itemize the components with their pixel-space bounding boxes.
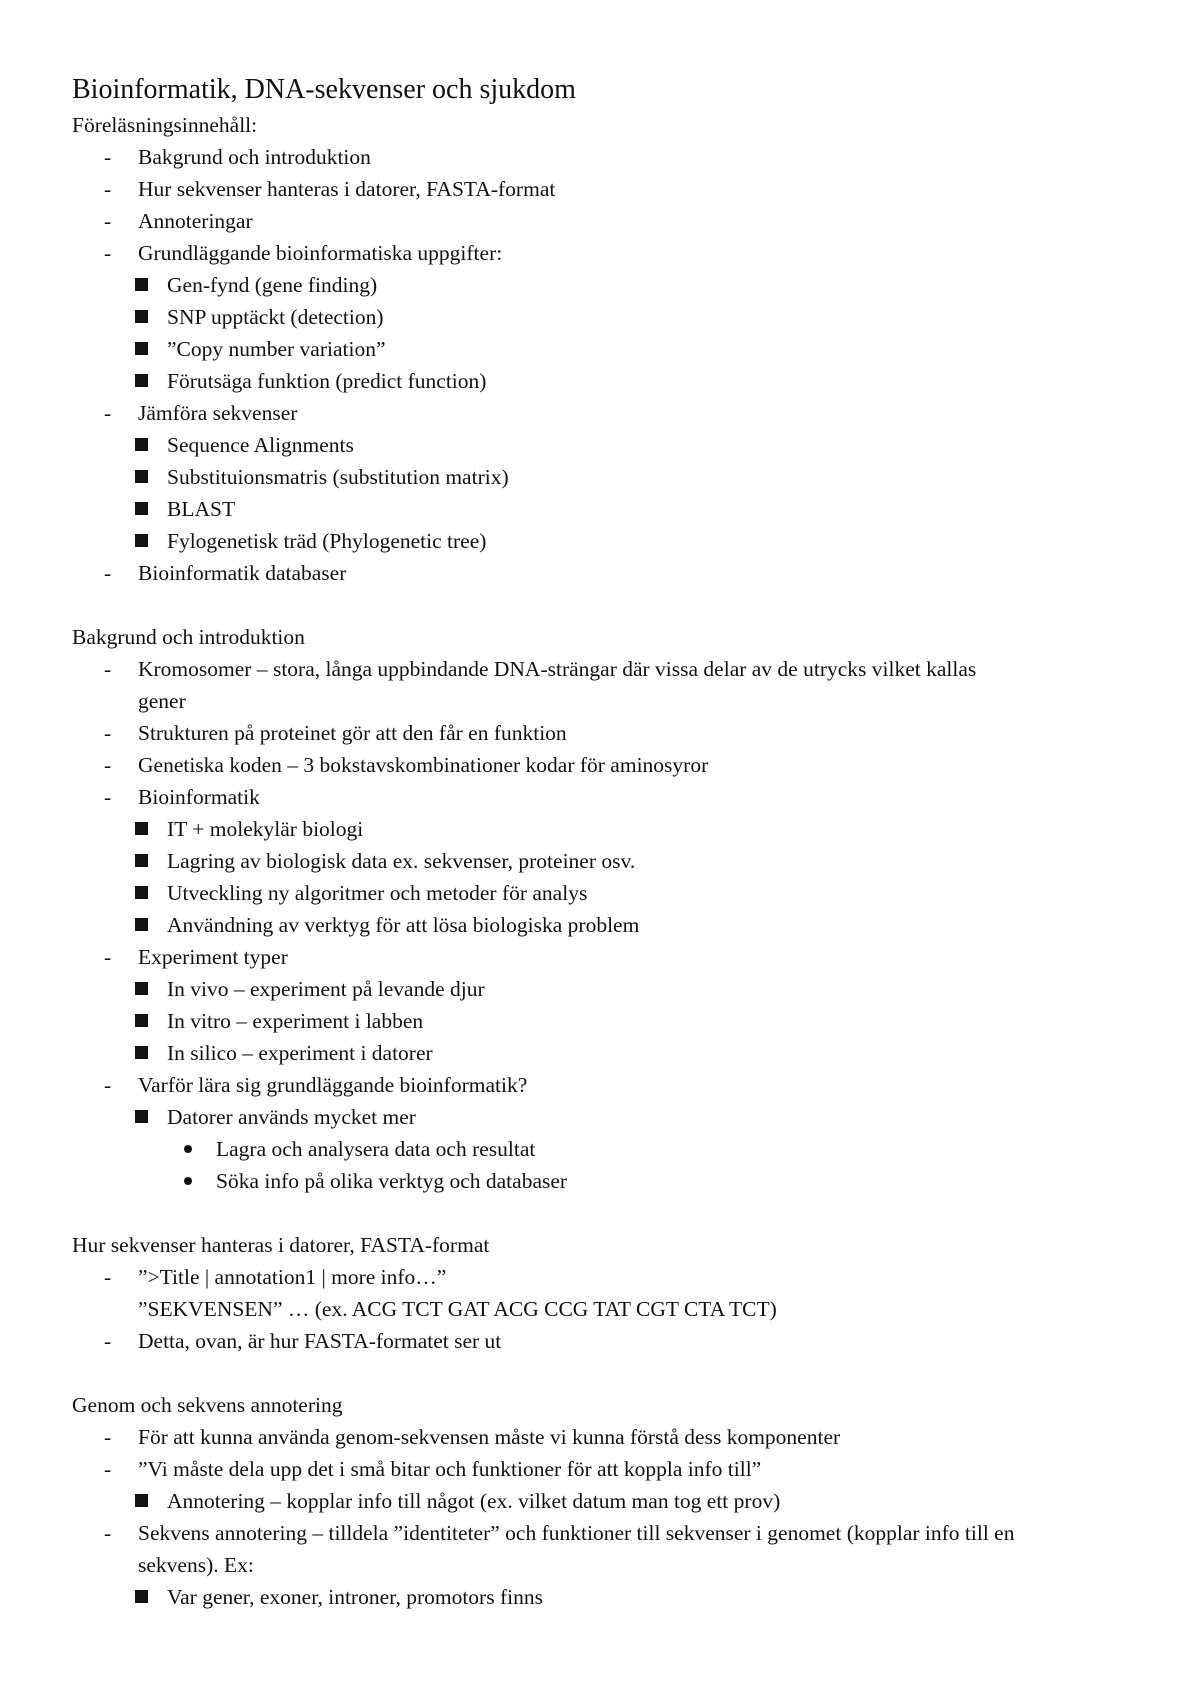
dash-bullet: -: [104, 1425, 112, 1449]
square-bullet-icon: [135, 918, 148, 931]
list-item: - Sekvens annotering – tilldela ”identiteter” och funktioner till sekvenser i genomet (kopplar info till en: [72, 1517, 1132, 1549]
document-title: Bioinformatik, DNA-sekvenser och sjukdom: [72, 74, 576, 105]
section-heading: Genom och sekvens annotering: [72, 1393, 343, 1417]
list-item: - Genetiska koden – 3 bokstavskombinationer kodar för aminosyror: [72, 749, 1132, 781]
sub-list-item: Datorer används mycket mer: [72, 1101, 1132, 1133]
square-bullet-icon: [135, 1110, 148, 1123]
sub-list-item: Förutsäga funktion (predict function): [72, 365, 1132, 397]
dash-bullet: -: [104, 753, 112, 777]
list-item: - Detta, ovan, är hur FASTA-formatet ser ut: [72, 1325, 1132, 1357]
sub-list-item: Var gener, exoner, introner, promotors finns: [72, 1581, 1132, 1613]
dash-bullet: -: [104, 785, 112, 809]
bullet-list: [72, 1421, 1132, 1613]
list-item: - Hur sekvenser hanteras i datorer, FASTA-format: [72, 173, 1132, 205]
dash-bullet: -: [104, 1521, 112, 1545]
bullet-list: [72, 141, 1132, 589]
square-bullet-icon: [135, 502, 148, 515]
list-item: - Jämföra sekvenser: [72, 397, 1132, 429]
sub-list-item: Fylogenetisk träd (Phylogenetic tree): [72, 525, 1132, 557]
sub-sub-list-item: Lagra och analysera data och resultat: [72, 1133, 1132, 1165]
sub-list-item: IT + molekylär biologi: [72, 813, 1132, 845]
list-item: - Bioinformatik: [72, 781, 1132, 813]
dash-bullet: -: [104, 177, 112, 201]
list-item: - Bakgrund och introduktion: [72, 141, 1132, 173]
sub-sub-list-item: Söka info på olika verktyg och databaser: [72, 1165, 1132, 1197]
sub-list-item: SNP upptäckt (detection): [72, 301, 1132, 333]
dash-bullet: -: [104, 145, 112, 169]
square-bullet-icon: [135, 1590, 148, 1603]
square-bullet-icon: [135, 886, 148, 899]
round-bullet-icon: [184, 1145, 192, 1153]
sub-list-item: Substituionsmatris (substitution matrix): [72, 461, 1132, 493]
square-bullet-icon: [135, 278, 148, 291]
square-bullet-icon: [135, 342, 148, 355]
section-heading: Bakgrund och introduktion: [72, 625, 305, 649]
dash-bullet: -: [104, 241, 112, 265]
section-background: [72, 621, 1132, 1197]
sub-list-item: In vitro – experiment i labben: [72, 1005, 1132, 1037]
list-item: - För att kunna använda genom-sekvensen måste vi kunna förstå dess komponenter: [72, 1421, 1132, 1453]
square-bullet-icon: [135, 982, 148, 995]
section-fasta-format: [72, 1229, 1132, 1357]
list-item: - Kromosomer – stora, långa uppbindande DNA-strängar där vissa delar av de utrycks vilket kallas: [72, 653, 1132, 685]
sub-list-item: Utveckling ny algoritmer och metoder för analys: [72, 877, 1132, 909]
list-item: - Experiment typer: [72, 941, 1132, 973]
square-bullet-icon: [135, 1046, 148, 1059]
section-genome-annotation: [72, 1389, 1132, 1613]
square-bullet-icon: [135, 1494, 148, 1507]
list-item-continuation: ”SEKVENSEN” … (ex. ACG TCT GAT ACG CCG TAT CGT CTA TCT): [138, 1297, 777, 1321]
list-item: - Annoteringar: [72, 205, 1132, 237]
list-item-continuation: gener: [138, 689, 186, 713]
dash-bullet: -: [104, 561, 112, 585]
list-item-continuation: sekvens). Ex:: [138, 1553, 254, 1577]
dash-bullet: -: [104, 1457, 112, 1481]
dash-bullet: -: [104, 1329, 112, 1353]
sub-list-item: Lagring av biologisk data ex. sekvenser, proteiner osv.: [72, 845, 1132, 877]
dash-bullet: -: [104, 657, 112, 681]
square-bullet-icon: [135, 1014, 148, 1027]
sub-list-item: Sequence Alignments: [72, 429, 1132, 461]
list-item: - ”Vi måste dela upp det i små bitar och funktioner för att koppla info till”: [72, 1453, 1132, 1485]
square-bullet-icon: [135, 822, 148, 835]
list-item: - Grundläggande bioinformatiska uppgifter:: [72, 237, 1132, 269]
square-bullet-icon: [135, 438, 148, 451]
round-bullet-icon: [184, 1177, 192, 1185]
square-bullet-icon: [135, 854, 148, 867]
dash-bullet: -: [104, 945, 112, 969]
dash-bullet: -: [104, 209, 112, 233]
square-bullet-icon: [135, 374, 148, 387]
list-item: - ”>Title | annotation1 | more info…”: [72, 1261, 1132, 1293]
sub-list-item: In silico – experiment i datorer: [72, 1037, 1132, 1069]
list-item: - Varför lära sig grundläggande bioinformatik?: [72, 1069, 1132, 1101]
dash-bullet: -: [104, 1265, 112, 1289]
list-item: - Strukturen på proteinet gör att den får en funktion: [72, 717, 1132, 749]
section-heading: Föreläsningsinnehåll:: [72, 113, 258, 137]
dash-bullet: -: [104, 401, 112, 425]
section-lecture-contents: [72, 109, 1132, 589]
dash-bullet: -: [104, 721, 112, 745]
square-bullet-icon: [135, 534, 148, 547]
bullet-list: [72, 653, 1132, 1197]
square-bullet-icon: [135, 310, 148, 323]
square-bullet-icon: [135, 470, 148, 483]
dash-bullet: -: [104, 1073, 112, 1097]
sub-list-item: ”Copy number variation”: [72, 333, 1132, 365]
list-item: - Bioinformatik databaser: [72, 557, 1132, 589]
sub-list-item: In vivo – experiment på levande djur: [72, 973, 1132, 1005]
sub-list-item: Användning av verktyg för att lösa biologiska problem: [72, 909, 1132, 941]
sub-list-item: BLAST: [72, 493, 1132, 525]
sub-list-item: Annotering – kopplar info till något (ex. vilket datum man tog ett prov): [72, 1485, 1132, 1517]
document-content: [72, 73, 1132, 1613]
section-heading: Hur sekvenser hanteras i datorer, FASTA-format: [72, 1233, 490, 1257]
sub-list-item: Gen-fynd (gene finding): [72, 269, 1132, 301]
bullet-list: [72, 1261, 1132, 1357]
